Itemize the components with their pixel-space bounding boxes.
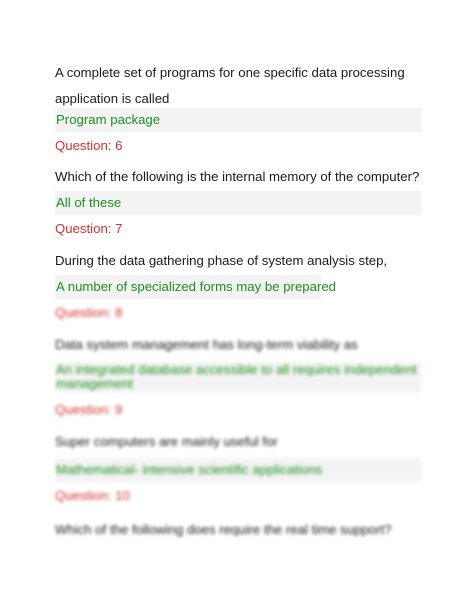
- answer-text: Mathematical- intensive scientific applications: [55, 458, 421, 482]
- question-label: Question: 9: [55, 402, 123, 417]
- question-label: Question: 7: [55, 221, 123, 236]
- answer-text: A number of specialized forms may be prepared: [55, 275, 321, 299]
- question-label: Question: 10: [55, 488, 130, 503]
- answer-text: Program package: [55, 108, 421, 132]
- question-text: A complete set of programs for one specific data processing application is called: [55, 65, 405, 106]
- question-text: Data system management has long-term viability as: [55, 337, 358, 352]
- question-text: Which of the following does require the real time support?: [55, 522, 392, 537]
- question-label: Question: 6: [55, 138, 123, 153]
- question-text: Which of the following is the internal memory of the computer?: [55, 169, 420, 184]
- answer-text: All of these: [55, 191, 421, 215]
- question-text: During the data gathering phase of system analysis step,: [55, 253, 388, 268]
- question-label: Question: 8: [55, 305, 123, 320]
- answer-text: An integrated database accessible to all requires independent management: [55, 362, 421, 392]
- question-text: Super computers are mainly useful for: [55, 434, 278, 449]
